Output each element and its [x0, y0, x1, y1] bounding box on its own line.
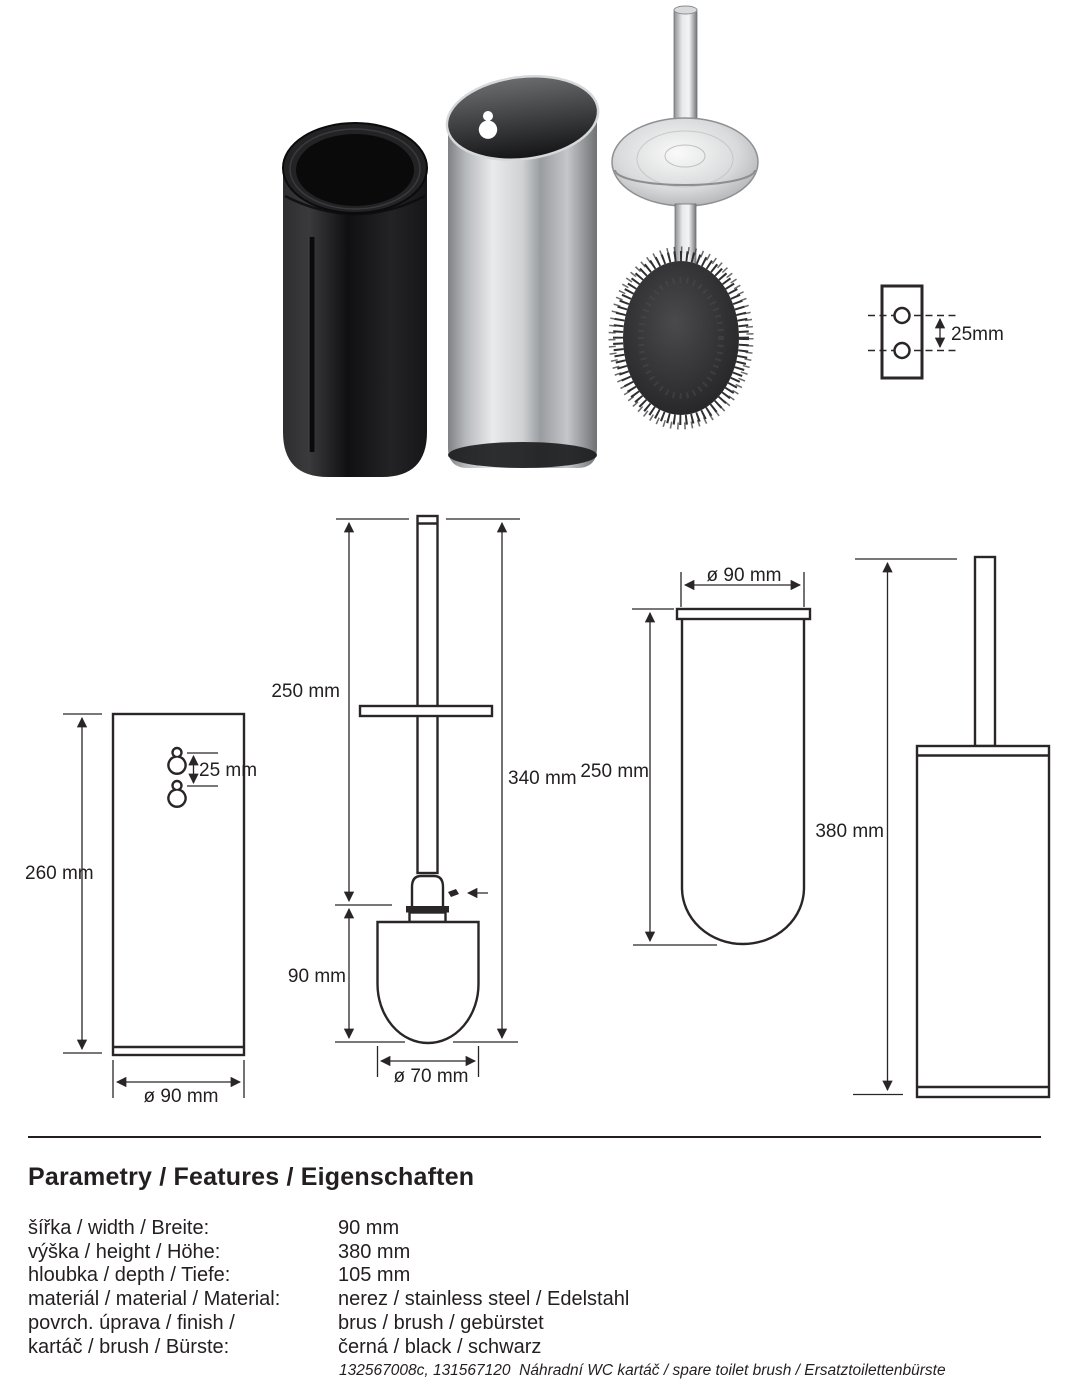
table-row [28, 1217, 928, 1241]
drawing-complete-unit [815, 557, 1049, 1097]
table-row [28, 1241, 928, 1265]
param-value: brus / brush / gebürstet [338, 1311, 544, 1334]
product-photos-area [0, 0, 1068, 500]
wall-plate-hole-spacing-label: 25 mm [199, 760, 258, 781]
wall-plate-width-label: ø 90 mm [143, 1086, 219, 1107]
param-value: nerez / stainless steel / Edelstahl [338, 1288, 630, 1311]
param-label: kartáč / brush / Bürste: [28, 1335, 230, 1358]
drawing-inner-container [580, 565, 810, 945]
bracket-hole-icon [895, 343, 910, 358]
technical-drawings-area [0, 500, 1068, 1110]
table-row [28, 1312, 928, 1336]
table-row [28, 1264, 928, 1288]
table-row [28, 1288, 928, 1312]
stainless-steel-container-photo [442, 68, 603, 468]
inner-container-height-label: 250 mm [580, 761, 649, 782]
wall-plate-height-label: 260 mm [25, 863, 94, 884]
bracket-spacing-label: 25mm [951, 324, 1004, 345]
spare-brush-note: 132567008c, 131567120 Náhradní WC kartáč / spare toilet brush / Ersatztoilettenbürste [339, 1362, 946, 1379]
param-label: povrch. úprava / finish / [28, 1311, 235, 1334]
inner-container-diameter-label: ø 90 mm [706, 565, 782, 586]
drawing-spare-brush [271, 516, 576, 1087]
param-value: 90 mm [338, 1217, 400, 1239]
wall-bracket-diagram [868, 286, 1004, 378]
param-value: 380 mm [338, 1240, 411, 1263]
black-plastic-insert-photo [283, 123, 427, 477]
param-label: šířka / width / Breite: [28, 1217, 210, 1239]
complete-unit-height-label: 380 mm [815, 821, 884, 842]
brush-total-length-label: 340 mm [508, 768, 577, 789]
table-row [28, 1336, 928, 1360]
screw-detail-icon [448, 889, 459, 897]
parameters-title: Parametry / Features / Eigenschaften [28, 1163, 475, 1191]
param-value: 105 mm [338, 1264, 411, 1287]
param-label: výška / height / Höhe: [28, 1240, 221, 1263]
parameters-table [28, 1217, 928, 1359]
param-label: hloubka / depth / Tiefe: [28, 1264, 231, 1287]
param-value: černá / black / schwarz [338, 1335, 542, 1358]
drawing-wall-plate [25, 714, 257, 1107]
param-label: materiál / material / Material: [28, 1288, 281, 1311]
bracket-hole-icon [895, 308, 910, 323]
brush-head-height-label: 90 mm [287, 966, 346, 987]
brush-upper-length-label: 250 mm [271, 681, 340, 702]
section-divider [28, 1136, 1041, 1138]
spare-toilet-brush-photo [612, 6, 758, 426]
brush-head-diameter-label: ø 70 mm [393, 1066, 469, 1087]
